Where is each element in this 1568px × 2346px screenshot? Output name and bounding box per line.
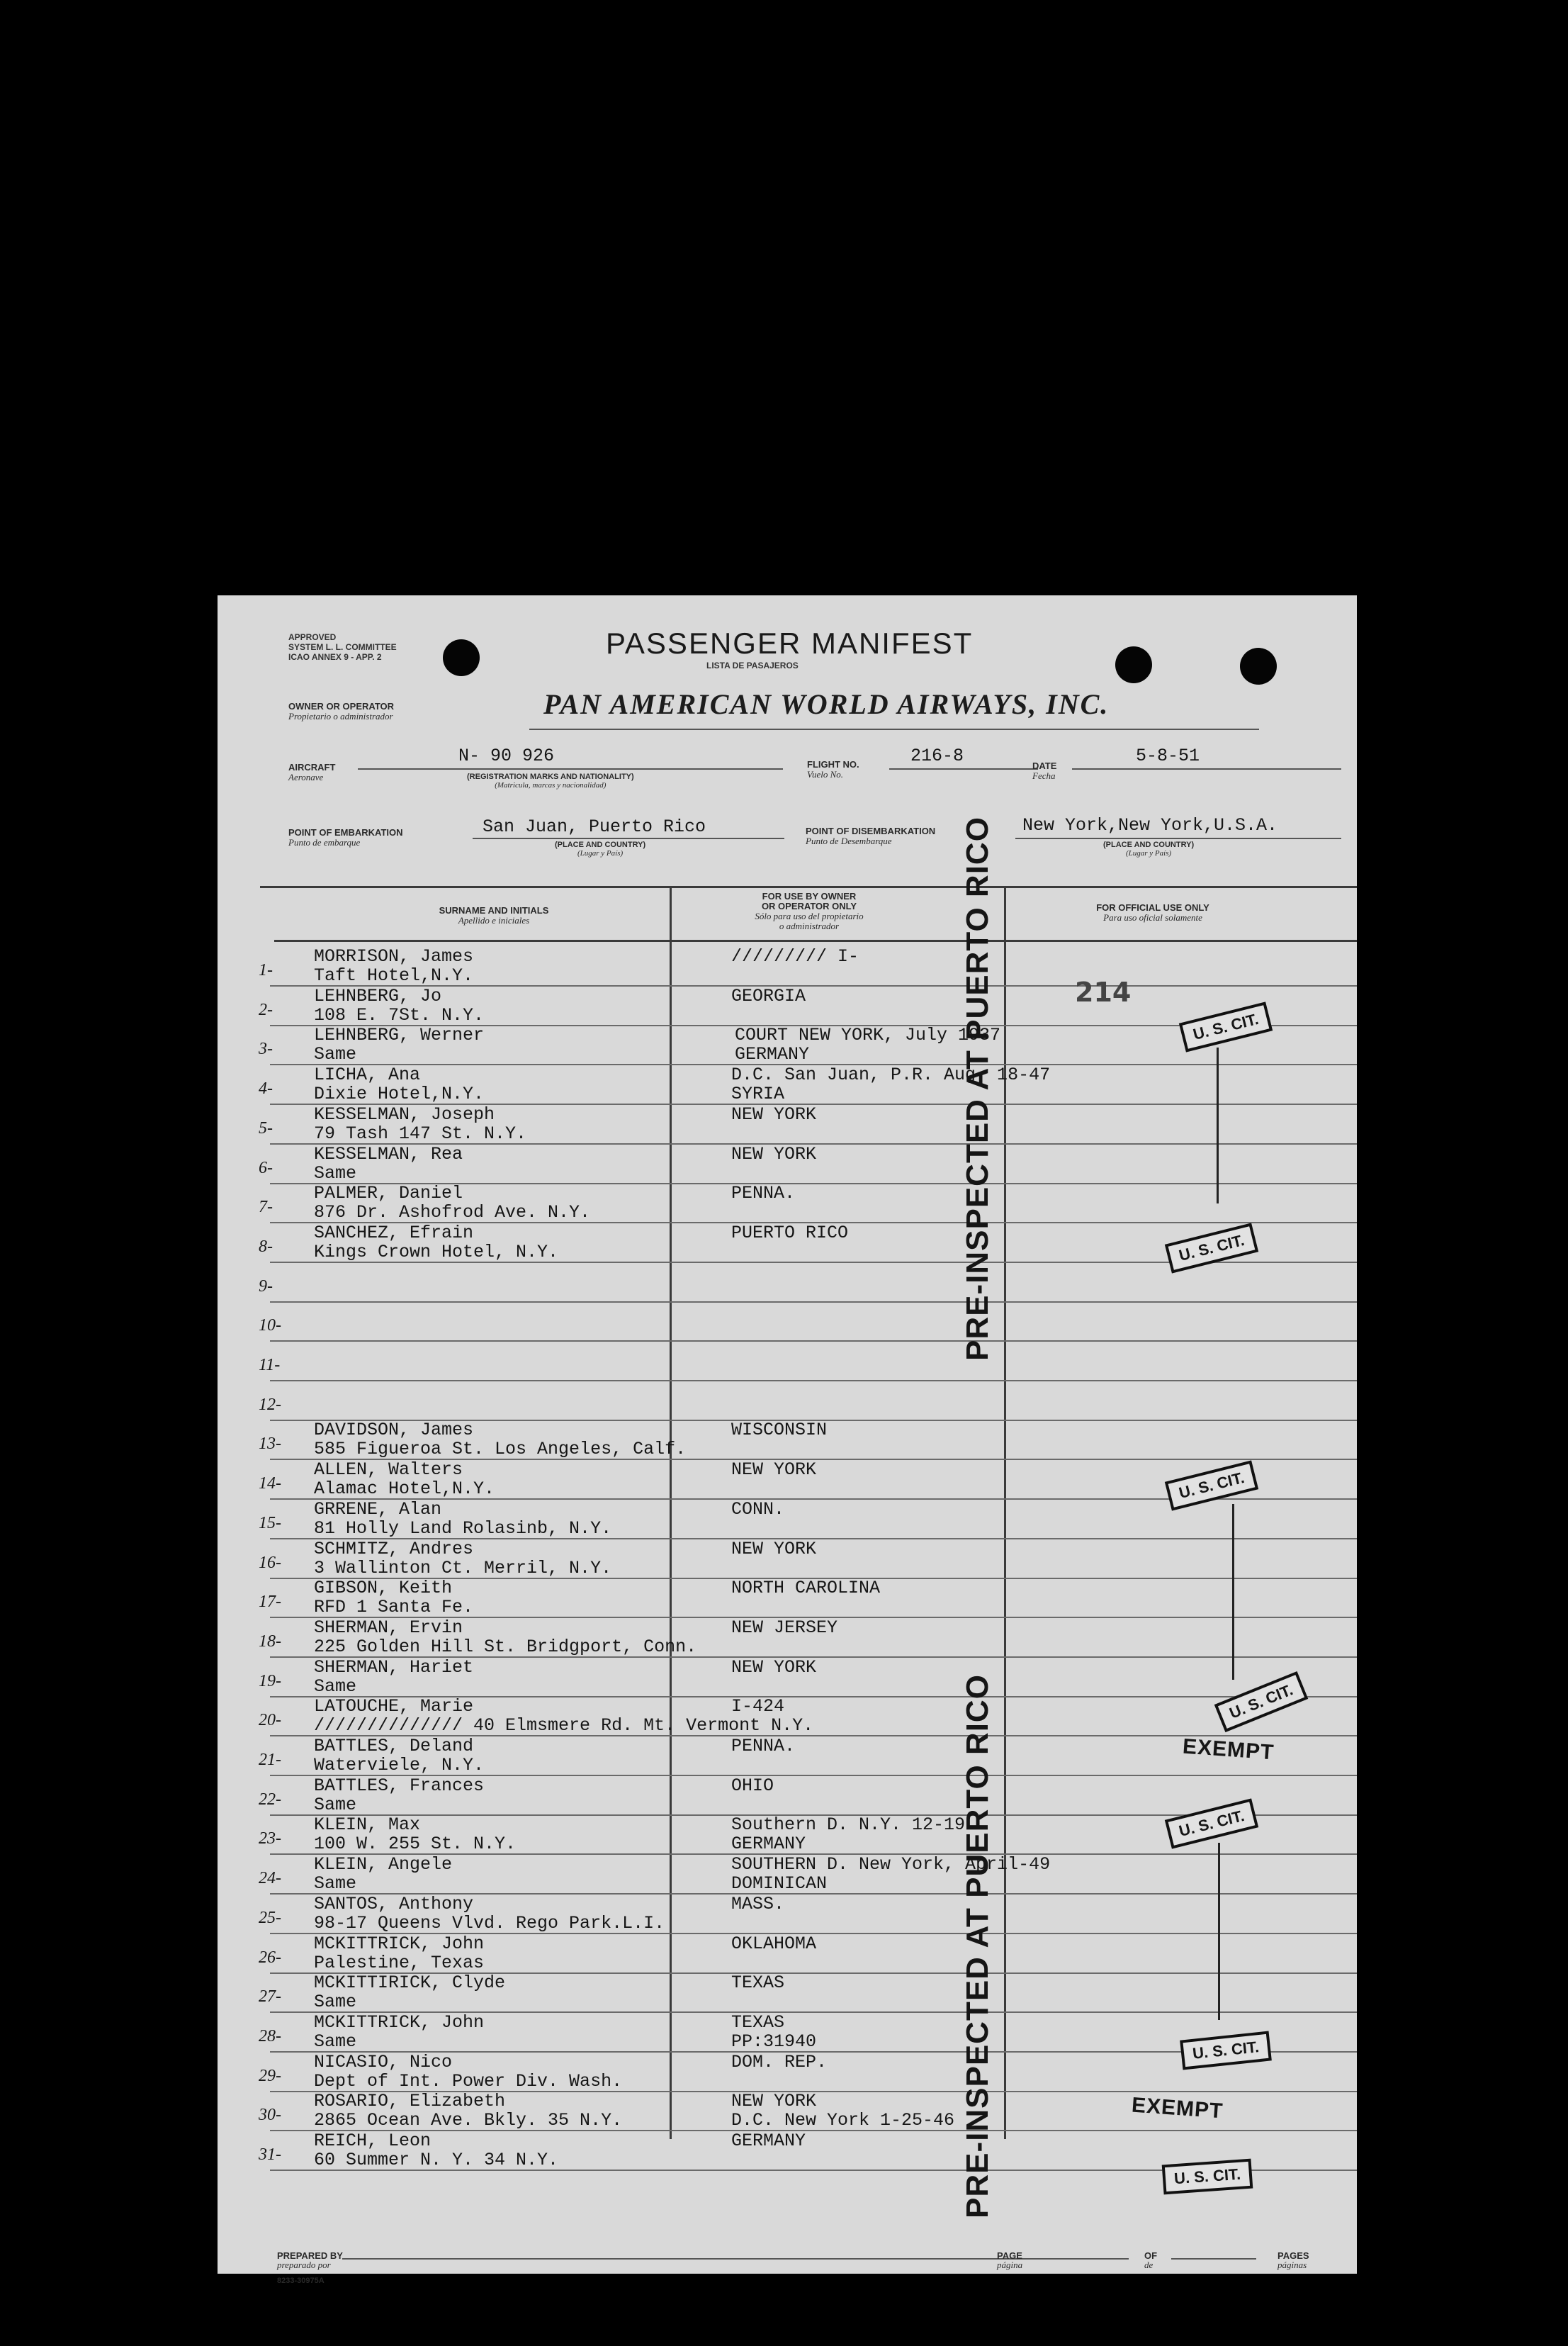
passenger-entry — [314, 1934, 484, 1972]
owner-note-line: I-424 — [731, 1696, 785, 1717]
owner-notes — [731, 2092, 954, 2130]
table-row — [218, 1381, 1357, 1421]
header-rule — [274, 940, 1357, 942]
passenger-address: RFD 1 Santa Fe. — [314, 1597, 474, 1618]
passenger-name: SHERMAN, Hariet — [314, 1656, 474, 1678]
table-row — [218, 1697, 1357, 1736]
row-number: 20- — [259, 1711, 281, 1730]
passenger-address: Taft Hotel,N.Y. — [314, 965, 474, 986]
owner-notes — [731, 2131, 806, 2150]
passenger-name: BATTLES, Frances — [314, 1775, 485, 1796]
passenger-name: GIBSON, Keith — [314, 1578, 453, 1599]
row-number: 12- — [259, 1395, 281, 1414]
row-number: 18- — [259, 1632, 281, 1651]
passenger-entry — [314, 1420, 686, 1459]
flight-value: 216-8 — [910, 746, 964, 766]
bracket-line — [1217, 1048, 1219, 1203]
row-number: 14- — [259, 1474, 281, 1493]
punch-hole — [1240, 648, 1277, 685]
table-row — [218, 1578, 1357, 1618]
passenger-entry — [314, 987, 484, 1025]
passenger-entry — [314, 1618, 696, 1656]
passenger-name: BATTLES, Deland — [314, 1736, 474, 1756]
owner-note-line: NEW YORK — [731, 1104, 817, 1125]
aircraft-value: N- 90 926 — [458, 746, 555, 766]
handwritten-number: 214 — [1075, 977, 1132, 1008]
passenger-entry — [314, 1578, 473, 1617]
row-number: 8- — [259, 1237, 273, 1256]
row-number: 28- — [259, 2026, 281, 2045]
page-subtitle: LISTA DE PASAJEROS — [706, 661, 799, 670]
punch-hole — [443, 639, 480, 676]
owner-notes — [731, 947, 859, 966]
row-number: 21- — [259, 1751, 281, 1769]
us-cit-stamp: U. S. CIT. — [1165, 1223, 1259, 1273]
passenger-address: 60 Summer N. Y. 34 N.Y. — [314, 2150, 559, 2170]
row-number: 11- — [259, 1356, 281, 1374]
passenger-entry — [314, 1500, 611, 1538]
owner-note-line: COURT NEW YORK, July 1937 — [735, 1025, 1001, 1046]
passenger-name: ALLEN, Walters — [314, 1459, 463, 1481]
passenger-entry — [314, 1184, 590, 1222]
passenger-name: LEHNBERG, Jo — [314, 985, 442, 1006]
passenger-address: Same — [314, 1162, 357, 1184]
row-number: 9- — [259, 1276, 273, 1296]
row-number: 17- — [259, 1593, 281, 1612]
flight-label: FLIGHT NO. Vuelo No. — [807, 759, 859, 780]
exempt-stamp: EXEMPT — [1131, 2093, 1224, 2123]
passenger-name: DAVIDSON, James — [314, 1420, 474, 1441]
owner-note-line: Southern D. N.Y. 12-19 — [731, 1814, 966, 1836]
row-number: 10- — [259, 1316, 281, 1335]
table-row — [218, 1539, 1357, 1579]
owner-note-line: NEW YORK — [731, 1143, 817, 1164]
embark-value: San Juan, Puerto Rico — [483, 816, 706, 837]
owner-note-line: NEW YORK — [731, 1459, 817, 1481]
passenger-name: KLEIN, Angele — [314, 1854, 453, 1875]
owner-notes — [731, 1658, 816, 1677]
passenger-address: Dept of Int. Power Div. Wash. — [314, 2070, 623, 2092]
row-number: 4- — [259, 1079, 273, 1099]
owner-note-line: PP:31940 — [731, 2031, 817, 2052]
passenger-entry — [314, 1145, 463, 1183]
table-top-rule — [260, 886, 1357, 888]
page-label: PAGE página — [997, 2250, 1023, 2270]
owner-notes — [731, 1184, 795, 1203]
passenger-name: SANCHEZ, Efrain — [314, 1222, 474, 1243]
owner-note-line: GERMANY — [735, 1044, 810, 1065]
passenger-name: MORRISON, James — [314, 946, 474, 967]
row-number: 22- — [259, 1790, 281, 1809]
passenger-address: Kings Crown Hotel, N.Y. — [314, 1241, 559, 1262]
of-label: OF de — [1144, 2250, 1158, 2270]
passenger-address: 3 Wallinton Ct. Merril, N.Y. — [314, 1557, 612, 1578]
passenger-name: ROSARIO, Elizabeth — [314, 2091, 506, 2112]
owner-note-line: PUERTO RICO — [731, 1222, 849, 1243]
owner-notes — [731, 1145, 816, 1164]
passenger-address: Same — [314, 1044, 357, 1065]
table-row — [218, 1342, 1357, 1381]
owner-note-line: CONN. — [731, 1498, 785, 1520]
owner-notes — [731, 1065, 1050, 1104]
passenger-entry — [314, 1223, 558, 1262]
owner-note-line: D.C. San Juan, P.R. Aug. 18-47 — [731, 1065, 1051, 1086]
embark-caption: (PLACE AND COUNTRY) (Lugar y País) — [555, 841, 646, 858]
passenger-entry — [314, 1065, 484, 1104]
passenger-address: 225 Golden Hill St. Bridgport, Conn. — [314, 1636, 697, 1657]
passenger-name: KESSELMAN, Rea — [314, 1143, 463, 1164]
passenger-name: KLEIN, Max — [314, 1814, 421, 1836]
approval-note: APPROVED SYSTEM L. L. COMMITTEE ICAO ANNEX 9 - APP. 2 — [288, 632, 397, 662]
passenger-address: Palestine, Texas — [314, 1952, 485, 1973]
passenger-name: NICASIO, Nico — [314, 2051, 453, 2072]
disembark-value: New York,New York,U.S.A. — [1022, 815, 1278, 836]
row-number: 7- — [259, 1198, 273, 1217]
passenger-name: MCKITTIRICK, Clyde — [314, 1972, 506, 1994]
us-cit-stamp: U. S. CIT. — [1179, 1001, 1273, 1052]
pre-inspected-stamp: PRE-INSPECTED AT PUERTO RICO — [960, 1674, 995, 2218]
table-row — [218, 1855, 1357, 1895]
passenger-name: SCHMITZ, Andres — [314, 1538, 474, 1559]
table-row — [218, 1973, 1357, 2013]
owner-notes — [731, 1934, 816, 1953]
passenger-name: LEHNBERG, Werner — [314, 1025, 485, 1046]
owner-note-line: MASS. — [731, 1893, 785, 1914]
passenger-name: GRRENE, Alan — [314, 1498, 442, 1520]
owner-notes — [731, 1223, 848, 1242]
owner-notes — [731, 1736, 795, 1756]
date-label: DATE Fecha — [1032, 761, 1057, 781]
passenger-name: PALMER, Daniel — [314, 1183, 463, 1204]
owner-note-line: GERMANY — [731, 1834, 806, 1855]
owner-note-line: GEORGIA — [731, 985, 806, 1006]
punch-hole — [1115, 646, 1152, 683]
owner-note-line: NEW YORK — [731, 1538, 817, 1559]
owner-notes — [731, 1460, 816, 1479]
passenger-name: LICHA, Ana — [314, 1065, 421, 1086]
owner-note-line: ///////// I- — [731, 946, 859, 967]
row-number: 27- — [259, 1987, 281, 2007]
owner-notes — [731, 1105, 816, 1124]
row-number: 2- — [259, 1000, 273, 1019]
us-cit-stamp: U. S. CIT. — [1165, 1460, 1259, 1510]
owner-notes — [731, 1973, 784, 1992]
passenger-entry — [314, 1776, 484, 1814]
passenger-name: MCKITTRICK, John — [314, 1933, 485, 1954]
passenger-name: KESSELMAN, Joseph — [314, 1104, 495, 1125]
owner-notes — [731, 1895, 784, 1914]
owner-note-line: OHIO — [731, 1775, 774, 1796]
row-number: 1- — [259, 961, 273, 980]
prepared-label: PREPARED BY preparado por — [277, 2250, 343, 2270]
owner-note-line: WISCONSIN — [731, 1420, 828, 1441]
passenger-entry — [314, 1658, 473, 1696]
aircraft-label: AIRCRAFT Aeronave — [288, 762, 336, 782]
owner-notes — [731, 1815, 965, 1853]
row-number: 15- — [259, 1513, 281, 1532]
owner-note-line: NEW JERSEY — [731, 1617, 838, 1638]
table-row — [218, 1658, 1357, 1697]
passenger-entry — [314, 1973, 505, 2011]
owner-notes — [731, 987, 806, 1006]
pre-inspected-stamp: PRE-INSPECTED AT PUERTO RICO — [960, 816, 995, 1361]
passenger-address: 79 Tash 147 St. N.Y. — [314, 1123, 527, 1144]
owner-notes — [731, 2053, 827, 2072]
passenger-address: Same — [314, 1992, 357, 2013]
bracket-line — [1218, 1843, 1220, 2020]
owner-note-line: OKLAHOMA — [731, 1933, 817, 1954]
embark-label: POINT OF EMBARKATION Punto de embarque — [288, 827, 403, 848]
owner-note-line: SOUTHERN D. New York, April-49 — [731, 1854, 1051, 1875]
passenger-entry — [314, 1460, 495, 1498]
us-cit-stamp: U. S. CIT. — [1165, 1798, 1259, 1848]
owner-note-line: D.C. New York 1-25-46 — [731, 2110, 955, 2131]
passenger-name: LATOUCHE, Marie — [314, 1696, 474, 1717]
passenger-entry — [314, 2013, 484, 2051]
table-row — [218, 1145, 1357, 1184]
passenger-entry — [314, 1539, 611, 1578]
owner-notes — [731, 1420, 827, 1439]
passenger-name: MCKITTRICK, John — [314, 2011, 485, 2033]
row-number: 24- — [259, 1869, 281, 1888]
passenger-entry — [314, 1895, 665, 1933]
owner-notes — [731, 2013, 816, 2051]
owner-notes — [731, 1500, 784, 1519]
owner-note-line: NEW YORK — [731, 2091, 817, 2112]
passenger-entry — [314, 1815, 516, 1853]
owner-note-line: TEXAS — [731, 2011, 785, 2033]
owner-note-line: TEXAS — [731, 1972, 785, 1994]
disembark-caption: (PLACE AND COUNTRY) (Lugar y País) — [1103, 841, 1195, 858]
passenger-entry — [314, 1026, 484, 1064]
row-number: 3- — [259, 1040, 273, 1059]
page-title: PASSENGER MANIFEST — [606, 627, 974, 660]
table-row — [218, 1618, 1357, 1658]
owner-note-line: NORTH CAROLINA — [731, 1578, 881, 1599]
table-row — [218, 987, 1357, 1026]
owner-note-line: DOMINICAN — [731, 1873, 828, 1895]
table-row — [218, 1105, 1357, 1145]
passenger-address: Waterviele, N.Y. — [314, 1755, 485, 1775]
manifest-sheet — [218, 595, 1357, 2285]
table-row — [218, 1065, 1357, 1105]
row-number: 5- — [259, 1118, 273, 1138]
passenger-address: 876 Dr. Ashofrod Ave. N.Y. — [314, 1202, 591, 1223]
pages-label: PAGES páginas — [1277, 2250, 1309, 2270]
passenger-address: Dixie Hotel,N.Y. — [314, 1084, 485, 1105]
owner-value: PAN AMERICAN WORLD AIRWAYS, INC. — [543, 688, 1110, 720]
passenger-address: 585 Figueroa St. Los Angeles, Calf. — [314, 1439, 687, 1460]
passenger-entry — [314, 2092, 622, 2130]
passenger-address: 2865 Ocean Ave. Bkly. 35 N.Y. — [314, 2110, 623, 2131]
row-number: 19- — [259, 1671, 281, 1690]
table-row — [218, 1934, 1357, 1974]
us-cit-stamp: U. S. CIT. — [1180, 2031, 1272, 2070]
passenger-entry — [314, 2131, 558, 2170]
aircraft-caption: (REGISTRATION MARKS AND NATIONALITY) (Matricula, marcas y nacionalidad) — [467, 773, 634, 790]
row-number: 30- — [259, 2106, 281, 2125]
passenger-address: 100 W. 255 St. N.Y. — [314, 1834, 517, 1855]
row-number: 25- — [259, 1908, 281, 1927]
table-row — [218, 1184, 1357, 1223]
owner-notes — [731, 1697, 784, 1716]
exempt-stamp: EXEMPT — [1182, 1734, 1275, 1765]
row-number: 31- — [259, 2145, 281, 2164]
owner-note-line: DOM. REP. — [731, 2051, 828, 2072]
form-number: 8233-30975A — [277, 2277, 325, 2285]
passenger-address: Same — [314, 1873, 357, 1895]
owner-notes — [731, 1618, 837, 1637]
passenger-address: 98-17 Queens Vlvd. Rego Park.L.I. — [314, 1912, 665, 1934]
passenger-address: Same — [314, 1676, 357, 1697]
row-number: 26- — [259, 1948, 281, 1967]
table-row — [218, 947, 1357, 987]
row-number: 6- — [259, 1158, 273, 1177]
surname-header: SURNAME AND INITIALS Apellido e iniciales — [439, 905, 549, 926]
owner-note-line: SYRIA — [731, 1084, 785, 1105]
owner-note-line: PENNA. — [731, 1183, 796, 1204]
passenger-name: SANTOS, Anthony — [314, 1893, 474, 1914]
owner-note-line: PENNA. — [731, 1736, 796, 1756]
passenger-entry — [314, 1855, 452, 1893]
owner-notes — [731, 1539, 816, 1559]
bracket-line — [1232, 1504, 1234, 1680]
date-value: 5-8-51 — [1136, 746, 1200, 766]
passenger-name: REICH, Leon — [314, 2131, 432, 2151]
table-row — [218, 1776, 1357, 1816]
passenger-address: 81 Holly Land Rolasinb, N.Y. — [314, 1517, 612, 1539]
owner-notes — [731, 1578, 880, 1598]
owner-notes — [731, 1855, 1050, 1893]
passenger-entry — [314, 1105, 526, 1143]
passenger-entry — [314, 947, 473, 985]
passenger-entry — [314, 2053, 622, 2091]
owner-note-line: GERMANY — [731, 2131, 806, 2151]
table-row — [218, 1420, 1357, 1460]
passenger-address: Same — [314, 1794, 357, 1815]
owner-note-line: NEW YORK — [731, 1656, 817, 1678]
table-row — [218, 1302, 1357, 1342]
row-number: 16- — [259, 1553, 281, 1572]
table-row — [218, 1895, 1357, 1934]
official-header: FOR OFFICIAL USE ONLY Para uso oficial solamente — [1096, 902, 1209, 923]
passenger-entry — [314, 1736, 484, 1775]
disembark-label: POINT OF DISEMBARKATION Punto de Desembarque — [806, 826, 936, 846]
row-number: 23- — [259, 1829, 281, 1848]
us-cit-stamp: U. S. CIT. — [1214, 1671, 1309, 1732]
owner-notes — [731, 1776, 774, 1795]
row-number: 29- — [259, 2066, 281, 2085]
passenger-name: SHERMAN, Ervin — [314, 1617, 463, 1638]
owner-label: OWNER OR OPERATOR Propietario o administrador — [288, 701, 395, 722]
us-cit-stamp: U. S. CIT. — [1162, 2159, 1253, 2195]
passenger-address: 108 E. 7St. N.Y. — [314, 1004, 485, 1026]
passenger-address: ////////////// 40 Elmsmere Rd. Mt. Vermont N.Y. — [314, 1715, 814, 1736]
passenger-address: Alamac Hotel,N.Y. — [314, 1478, 495, 1500]
owner-use-header: FOR USE BY OWNER OR OPERATOR ONLY Sólo para uso del propietario o administrador — [755, 891, 864, 931]
passenger-address: Same — [314, 2031, 357, 2052]
row-number: 13- — [259, 1435, 281, 1454]
